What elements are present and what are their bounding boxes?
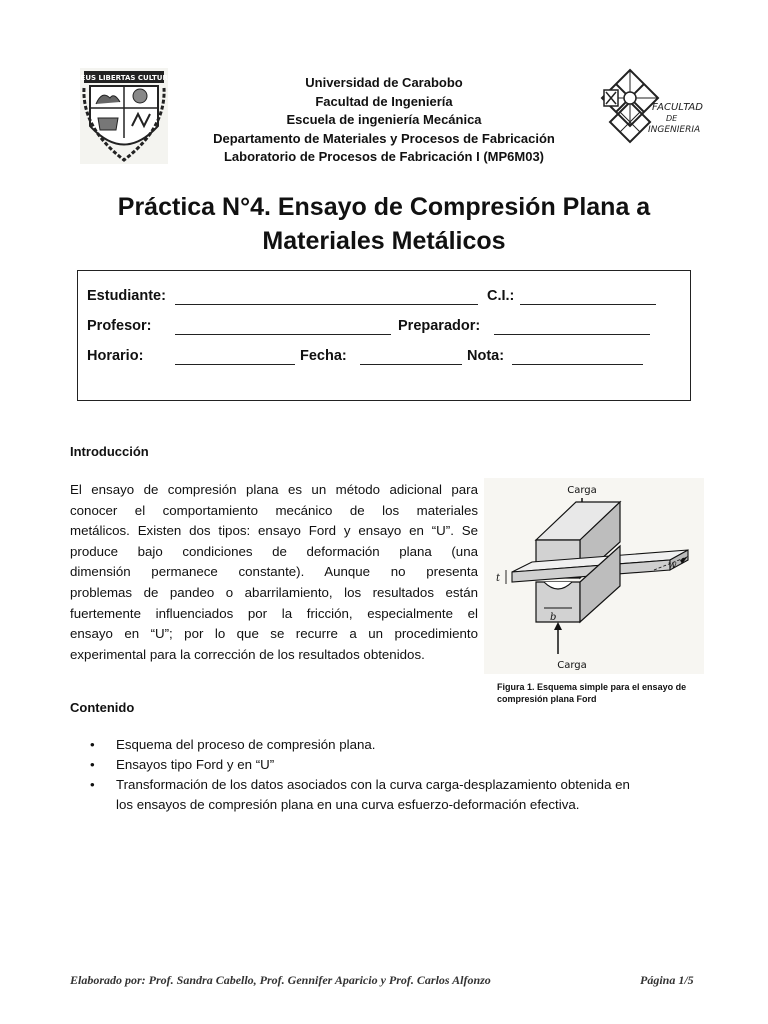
compression-test-figure: [484, 478, 704, 674]
figure-w-label: w: [668, 560, 677, 571]
figure-b-label: b: [550, 612, 557, 623]
faculty-logo-word1: FACULTAD: [652, 102, 703, 113]
school-name: Escuela de ingeniería Mecánica: [286, 112, 482, 127]
figure-t-label: t: [496, 573, 501, 584]
profesor-field[interactable]: [175, 334, 391, 335]
title-line-2: Materiales Metálicos: [262, 227, 506, 255]
list-item-text: Transformación de los datos asociados con la curva carga-desplazamiento obtenida en: [116, 777, 630, 792]
intro-line: El ensayo de compresión plana es un método adicional para: [70, 482, 478, 497]
list-item: [90, 755, 702, 775]
footer-authors: Elaborado por: Prof. Sandra Cabello, Prof. Gennifer Aparicio y Prof. Carlos Alfonzo: [70, 973, 491, 987]
ci-label: C.I.:: [487, 288, 515, 304]
faculty-engineering-logo-icon: [600, 68, 703, 154]
profesor-label: Profesor:: [87, 318, 152, 334]
department-name: Departamento de Materiales y Procesos de Fabricación: [213, 130, 555, 146]
bullet-icon: •: [90, 777, 95, 792]
fecha-label: Fecha:: [300, 348, 347, 364]
intro-line: problemas de pandeo o abarrilamiento, los resultados están: [70, 584, 478, 600]
horario-field[interactable]: [175, 364, 295, 365]
preparador-field[interactable]: [494, 334, 650, 335]
laboratory-name: Laboratorio de Procesos de Fabricación I (MP6M03): [223, 149, 545, 164]
faculty-name: Facultad de Ingeniería: [315, 93, 453, 109]
contenido-list: [90, 735, 702, 815]
title-line-1: Práctica N°4. Ensayo de Compresión Plana a: [117, 193, 651, 221]
estudiante-field[interactable]: [175, 304, 478, 305]
preparador-label: Preparador:: [398, 318, 481, 334]
estudiante-label: Estudiante:: [87, 288, 166, 304]
introduccion-paragraph: [70, 480, 478, 665]
university-name: Universidad de Carabobo: [305, 75, 463, 90]
fecha-field[interactable]: [360, 364, 462, 365]
intro-line: produce bajo condiciones de deformación plana (una: [70, 543, 478, 559]
institution-header: [180, 74, 588, 167]
list-item: [90, 735, 702, 755]
contenido-heading: Contenido: [70, 700, 135, 715]
introduccion-heading: Introducción: [70, 444, 149, 459]
nota-field[interactable]: [512, 364, 643, 365]
faculty-logo-word2: DE: [666, 114, 678, 123]
bullet-icon: •: [90, 757, 95, 772]
figure-caption-line-1: Figura 1. Esquema simple para el ensayo de: [497, 682, 687, 692]
ci-field[interactable]: [520, 304, 656, 305]
faculty-logo-word3: INGENIERIA: [648, 125, 701, 135]
figure-load-bottom-label: Carga: [557, 660, 587, 671]
intro-line: fuertemente influenciados por la fricción, especialmente el: [70, 605, 478, 621]
university-seal-icon: [74, 68, 174, 164]
intro-line: metálicos. Existen dos tipos: ensayo Ford y ensayo en “U”. Se: [70, 523, 478, 539]
figure-caption-line-2: compresión plana Ford: [497, 694, 597, 704]
nota-label: Nota:: [467, 348, 505, 364]
page-number: Página 1/5: [640, 973, 694, 987]
university-motto: DEUS LIBERTAS CULTURA: [74, 74, 174, 82]
intro-line: conocer el comportamiento mecánico de los materiales: [70, 502, 478, 518]
intro-line: ensayo en “U”; por lo que se recurre a un procedimiento: [70, 626, 478, 642]
page-title: [70, 190, 698, 258]
list-item-text: Esquema del proceso de compresión plana.: [116, 737, 376, 752]
intro-line: experimental para la corrección de los resultados obtenidos.: [70, 646, 425, 662]
intro-line: dimensión permanece constante). Aunque no presenta: [70, 564, 478, 580]
student-info-form: [77, 270, 691, 401]
bullet-icon: •: [90, 737, 95, 752]
list-item: [90, 775, 702, 815]
list-item-text: los ensayos de compresión plana en una curva esfuerzo-deformación efectiva.: [116, 797, 580, 812]
figure-load-top-label: Carga: [567, 485, 597, 496]
horario-label: Horario:: [87, 348, 144, 364]
list-item-text: Ensayos tipo Ford y en “U”: [116, 757, 275, 772]
figure-caption: [497, 681, 707, 705]
